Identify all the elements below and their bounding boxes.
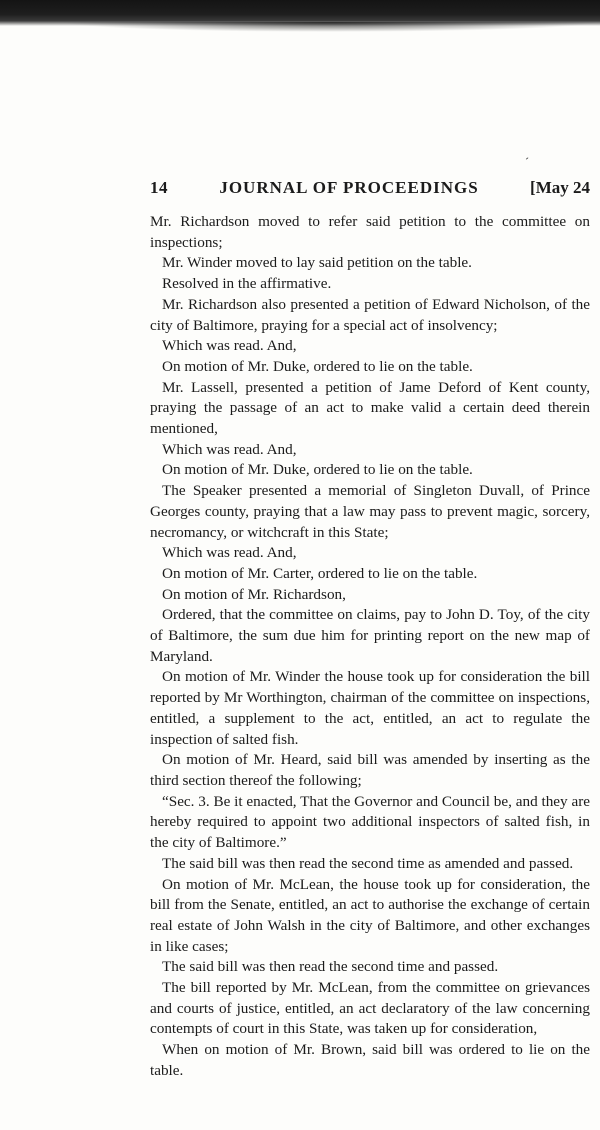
page-number: 14 — [150, 178, 168, 197]
paragraph: Resolved in the affirmative. — [162, 275, 332, 293]
page-edge-shadow — [0, 0, 600, 26]
paragraph: Mr. Richardson also presented a petition of Edward Nicholson, of the city of Baltimore, praying for a special act of insolvency; — [150, 295, 590, 334]
paragraph: Mr. Winder moved to lay said petition on the table. — [162, 254, 472, 272]
paragraph: “Sec. 3. Be it enacted, That the Governor and Council be, and they are hereby required to appoint two additional inspectors of salted fish, in the city of Baltimore.” — [150, 792, 590, 852]
paragraph: The bill reported by Mr. McLean, from the committee on grievances and courts of justice, entitled, an act declaratory of the law concerning contempts of court in this State, was taken up for consideration, — [150, 979, 590, 1038]
paragraph: Which was read. And, — [162, 440, 297, 458]
paragraph: Mr. Lassell, presented a petition of Jame Deford of Kent county, praying the passage of an act to make valid a certain deed therein mentioned, — [150, 378, 590, 438]
paragraph: Which was read. And, — [162, 544, 297, 562]
paragraph: When on motion of Mr. Brown, said bill was ordered to lie on the table. — [150, 1041, 590, 1079]
running-title: JOURNAL OF PROCEEDINGS — [219, 178, 479, 197]
document-page — [150, 178, 590, 1082]
paragraph: Mr. Richardson moved to refer said petition to the committee on inspections; — [150, 213, 590, 251]
paragraph: The said bill was then read the second time and passed. — [162, 958, 499, 976]
paragraph: On motion of Mr. Winder the house took up for consideration the bill reported by Mr Worthington, chairman of the committee on inspections, entitled, a supplement to the act, entitled, an act to regulate the inspection of salted fish. — [150, 668, 590, 748]
running-date: [May 24 — [530, 178, 590, 197]
running-head — [150, 178, 590, 208]
paragraph: Which was read. And, — [162, 337, 297, 355]
paragraph: The Speaker presented a memorial of Singleton Duvall, of Prince Georges county, praying that a law may pass to prevent magic, sorcery, necromancy, or witchcraft in this State; — [150, 482, 590, 541]
paragraph: On motion of Mr. Carter, ordered to lie on the table. — [162, 564, 478, 582]
paragraph: On motion of Mr. Duke, ordered to lie on the table. — [162, 461, 473, 479]
paragraph: On motion of Mr. Heard, said bill was amended by inserting as the third section thereof the following; — [150, 751, 590, 789]
paragraph: On motion of Mr. Richardson, — [162, 585, 346, 603]
paragraph: On motion of Mr. McLean, the house took up for consideration, the bill from the Senate, entitled, an act to authorise the exchange of certain real estate of John Walsh in the city of Baltimore, and other exchanges in like cases; — [150, 875, 590, 955]
body-text — [150, 212, 590, 1082]
paragraph: The said bill was then read the second time as amended and passed. — [162, 854, 574, 872]
paragraph: Ordered, that the committee on claims, pay to John D. Toy, of the city of Baltimore, the sum due him for printing report on the new map of Maryland. — [150, 606, 590, 665]
stray-mark: ´ — [525, 155, 529, 169]
paragraph: On motion of Mr. Duke, ordered to lie on the table. — [162, 357, 473, 375]
